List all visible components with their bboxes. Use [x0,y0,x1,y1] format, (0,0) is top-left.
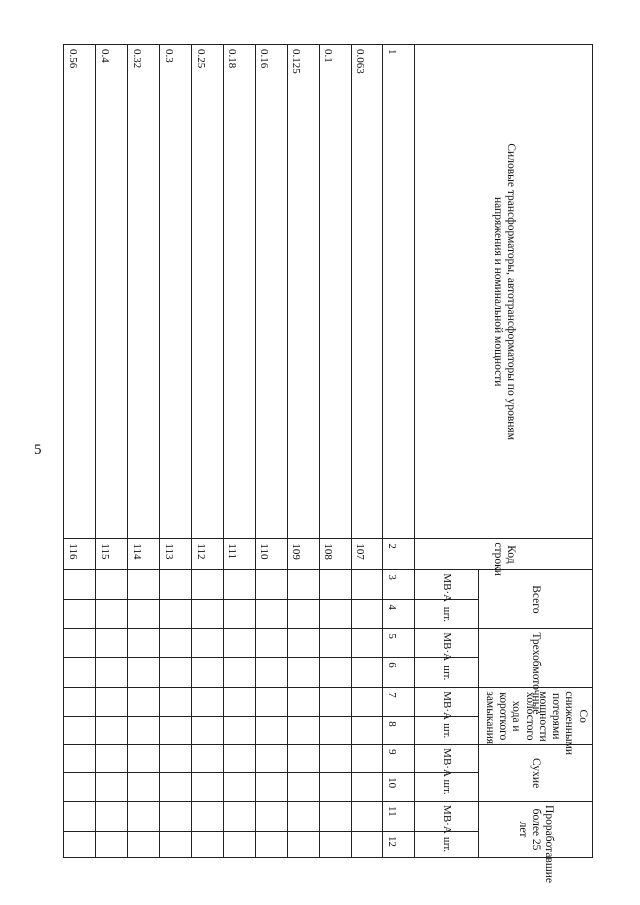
empty-cell [191,745,223,773]
empty-cell [351,773,383,802]
row-line-code: 109 [287,539,319,570]
column-number: 1 [383,45,415,539]
empty-cell [223,745,255,773]
empty-cell [159,832,191,858]
empty-cell [287,745,319,773]
row-power-rating: 0.32 [128,45,160,539]
empty-cell [64,688,96,717]
unit-mva: МВ·А [415,570,479,600]
page-number: 5 [34,442,42,458]
empty-cell [287,600,319,629]
empty-cell [223,832,255,858]
empty-cell [223,717,255,745]
table-row [96,45,128,858]
empty-cell [159,688,191,717]
empty-cell [287,717,319,745]
empty-cell [96,570,128,600]
column-number-row [383,45,415,858]
empty-cell [64,717,96,745]
table-row [255,45,287,858]
empty-cell [191,600,223,629]
empty-cell [159,802,191,832]
column-number: 7 [383,688,415,717]
empty-cell [319,688,351,717]
unit-mva: МВ·А [415,802,479,832]
empty-cell [351,717,383,745]
unit-pcs: шт. [415,832,479,858]
empty-cell [319,745,351,773]
empty-cell [128,832,160,858]
empty-cell [287,629,319,658]
empty-cell [255,658,287,688]
empty-cell [159,600,191,629]
empty-cell [159,570,191,600]
empty-cell [191,688,223,717]
empty-cell [223,600,255,629]
unit-pcs: шт. [415,600,479,629]
empty-cell [64,773,96,802]
column-number: 2 [383,539,415,570]
column-number: 9 [383,745,415,773]
empty-cell [96,745,128,773]
transformers-table [63,44,593,883]
row-power-rating: 0.3 [159,45,191,539]
empty-cell [96,832,128,858]
empty-cell [255,745,287,773]
empty-cell [319,773,351,802]
empty-cell [351,745,383,773]
empty-cell [351,629,383,658]
empty-cell [255,717,287,745]
unit-pcs: шт. [415,773,479,802]
row-line-code: 107 [351,539,383,570]
empty-cell [287,773,319,802]
empty-cell [64,745,96,773]
column-number: 4 [383,600,415,629]
header-over-25-years: Проработавшие более 25 лет [479,802,593,858]
empty-cell [96,658,128,688]
empty-cell [351,832,383,858]
empty-cell [191,802,223,832]
empty-cell [96,717,128,745]
header-three-winding: Трехобмоточные [479,629,593,688]
empty-cell [96,688,128,717]
column-number: 5 [383,629,415,658]
unit-mva: МВ·А [415,688,479,717]
empty-cell [159,717,191,745]
empty-cell [64,802,96,832]
empty-cell [351,570,383,600]
empty-cell [287,570,319,600]
empty-cell [159,773,191,802]
empty-cell [159,745,191,773]
empty-cell [159,658,191,688]
empty-cell [96,802,128,832]
unit-pcs: шт. [415,658,479,688]
table-row [159,45,191,858]
table-row [287,45,319,858]
empty-cell [351,802,383,832]
empty-cell [191,570,223,600]
row-line-code: 110 [255,539,287,570]
empty-cell [128,570,160,600]
row-line-code: 112 [191,539,223,570]
table-row [223,45,255,858]
empty-cell [319,658,351,688]
header-total: Всего [479,570,593,629]
empty-cell [128,717,160,745]
empty-cell [255,570,287,600]
empty-cell [64,832,96,858]
table-row [319,45,351,858]
empty-cell [319,600,351,629]
row-power-rating: 0.125 [287,45,319,539]
empty-cell [255,832,287,858]
empty-cell [287,658,319,688]
table-row [351,45,383,858]
empty-cell [191,658,223,688]
empty-cell [255,688,287,717]
empty-cell [128,629,160,658]
empty-cell [319,832,351,858]
empty-cell [191,629,223,658]
empty-cell [128,802,160,832]
header-line-code: Код строки [415,539,593,570]
row-power-rating: 0.4 [96,45,128,539]
row-power-rating: 0.063 [351,45,383,539]
empty-cell [319,717,351,745]
empty-cell [255,773,287,802]
empty-cell [223,802,255,832]
empty-cell [223,570,255,600]
empty-cell [319,802,351,832]
header-row-groups [479,45,593,858]
column-number: 12 [383,832,415,858]
table-row [64,45,96,858]
row-line-code: 111 [223,539,255,570]
empty-cell [96,600,128,629]
column-number: 6 [383,658,415,688]
empty-cell [96,773,128,802]
empty-cell [223,658,255,688]
empty-cell [128,600,160,629]
empty-cell [319,629,351,658]
empty-cell [255,629,287,658]
empty-cell [191,832,223,858]
empty-cell [351,600,383,629]
empty-cell [128,688,160,717]
empty-cell [64,570,96,600]
empty-cell [351,658,383,688]
row-line-code: 108 [319,539,351,570]
empty-cell [64,629,96,658]
column-number: 3 [383,570,415,600]
empty-cell [319,570,351,600]
row-line-code: 116 [64,539,96,570]
empty-cell [128,773,160,802]
unit-mva: МВ·А [415,629,479,658]
unit-pcs: шт. [415,717,479,745]
table-row [191,45,223,858]
table-row [128,45,160,858]
row-line-code: 115 [96,539,128,570]
empty-cell [255,802,287,832]
row-power-rating: 0.25 [191,45,223,539]
row-power-rating: 0.1 [319,45,351,539]
empty-cell [223,688,255,717]
header-dry: Сухие [479,745,593,802]
row-line-code: 113 [159,539,191,570]
unit-mva: МВ·А [415,745,479,773]
empty-cell [287,802,319,832]
column-number: 11 [383,802,415,832]
header-reduced-losses: Со сниженными потерями мощности холостого хода и короткого замыкания [479,688,593,745]
empty-cell [96,629,128,658]
row-power-rating: 0.56 [64,45,96,539]
empty-cell [287,832,319,858]
rotated-table-wrapper [63,44,593,883]
empty-cell [223,629,255,658]
column-number: 10 [383,773,415,802]
empty-cell [64,658,96,688]
row-line-code: 114 [128,539,160,570]
header-description: Силовые трансформаторы, автотрансформаторы по уровням напряжения и номинальной мощности [415,45,593,539]
empty-cell [191,773,223,802]
empty-cell [255,600,287,629]
empty-cell [64,600,96,629]
empty-cell [287,688,319,717]
empty-cell [128,745,160,773]
row-power-rating: 0.18 [223,45,255,539]
column-number: 8 [383,717,415,745]
empty-cell [223,773,255,802]
empty-cell [191,717,223,745]
row-power-rating: 0.16 [255,45,287,539]
empty-cell [159,629,191,658]
empty-cell [128,658,160,688]
empty-cell [351,688,383,717]
